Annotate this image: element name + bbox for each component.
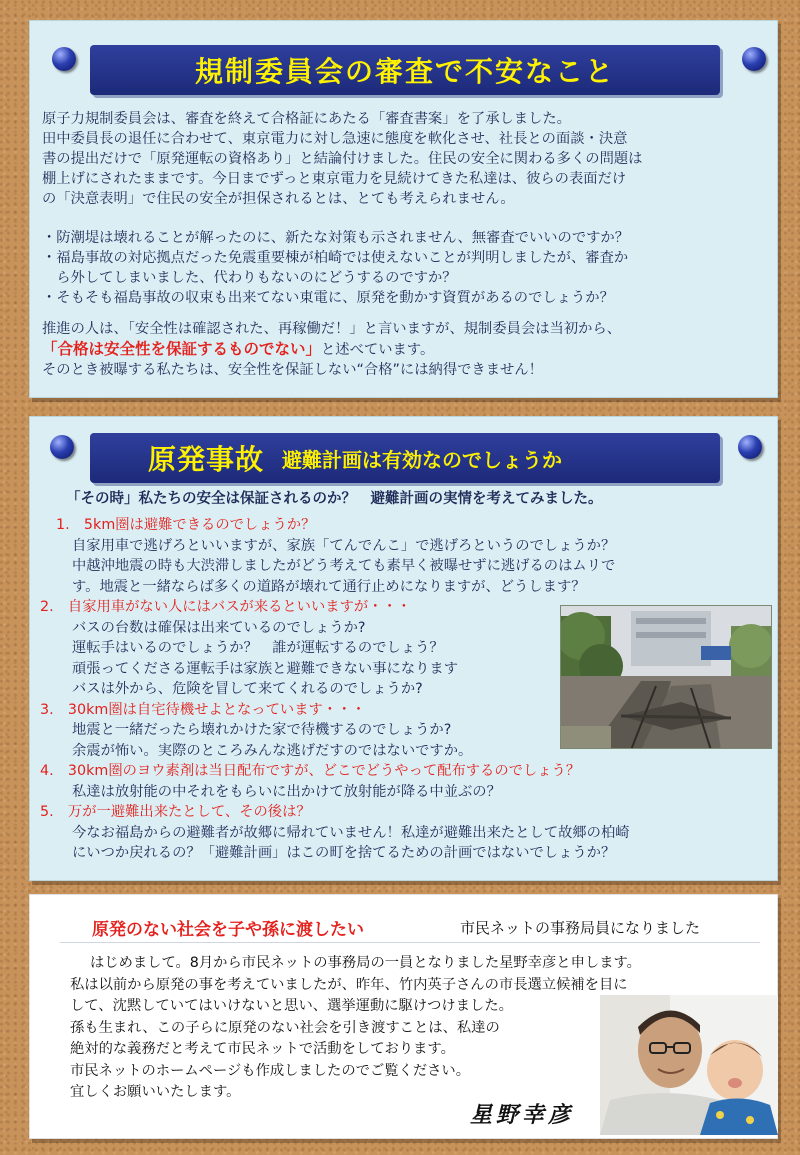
- bullet-line: ・防潮堤は壊れることが解ったのに、新たな対策も示されません、無審査でいいのですか？: [42, 230, 630, 246]
- item-heading: 3. 30km圏は自宅待機せよとなっています・・・: [40, 701, 366, 718]
- pin-icon: [738, 435, 762, 459]
- item-line: 自家用車で逃げろといいますが、家族「てんでんこ」で逃げろというのでしょうか？: [72, 537, 616, 554]
- closing-line: [42, 339, 621, 360]
- highlight-quote: 「合格は安全性を保証するものでない」: [42, 340, 322, 358]
- item-line: 中越沖地震の時も大渋滞しましたがどう考えても素早く被曝せずに逃げるのはムリで: [72, 558, 616, 574]
- section-title-banner: [90, 45, 720, 95]
- damaged-road-photo: [560, 605, 772, 749]
- body-line: 孫も生まれ、この子らに原発のない社会を引き渡すことは、私達の: [70, 1019, 500, 1036]
- item-heading: 1. 5km圏は避難できるのでしょうか？: [56, 517, 316, 533]
- person-with-baby-photo: [600, 995, 778, 1135]
- item-heading: 5. 万が一避難出来たとして、その後は？: [40, 804, 311, 820]
- item-line: 今なお福島からの避難者が故郷に帰れていません！私達が避難出来たとして故郷の柏崎: [72, 824, 630, 841]
- item-line: 地震と一緒だったら壊れかけた家で待機するのでしょうか?: [72, 722, 452, 738]
- section-title: 規制委員会の審査で不安なこと: [194, 55, 615, 88]
- body-line: して、沈黙していてはいけないと思い、選挙運動に駆けつけました。: [70, 998, 513, 1014]
- item-line: 余震が怖い。実際のところみんな逃げだすのではないですか。: [72, 742, 473, 759]
- closing-line-rest: と述べています。: [321, 342, 435, 358]
- item-line: 私達は放射能の中それをもらいに出かけて放射能が降る中並ぶの？: [72, 783, 501, 800]
- section-title-banner: [90, 433, 720, 483]
- item-line: 運転手はいるのでしょうか？ 誰が運転するのでしょう？: [72, 640, 444, 656]
- introduction-subtitle: 市民ネットの事務局員になりました: [460, 919, 701, 937]
- item-heading: 2. 自家用車がない人にはバスが来るといいますが・・・: [40, 599, 412, 615]
- body-line: 田中委員長の退任に合わせて、東京電力に対し急速に態度を軟化させ、社長との面談・決意: [42, 131, 628, 147]
- bullet-line: ・福島事故の対応拠点だった免震重要棟が柏崎では使えないことが判明しましたが、審査か: [42, 250, 629, 266]
- pin-icon: [742, 47, 766, 71]
- evacuation-question-list: [40, 515, 630, 864]
- section-title: 原発事故: [148, 443, 265, 476]
- item-line: にいつか戻れるの？「避難計画」はこの町を捨てるための計画ではないでしょうか？: [72, 845, 616, 861]
- body-line: 私は以前から原発の事を考えていましたが、昨年、竹内英子さんの市長選立候補を目に: [70, 976, 628, 993]
- regulation-committee-panel: [29, 20, 778, 398]
- introduction-body: [70, 953, 641, 1104]
- evacuation-plan-panel: [29, 416, 778, 881]
- staff-introduction-panel: [29, 894, 778, 1139]
- section-lead: 「その時」私たちの安全は保証されるのか？ 避難計画の実情を考えてみました。: [66, 491, 603, 507]
- body-line: 市民ネットのホームページも作成しましたのでご覧ください。: [70, 1062, 471, 1079]
- bullet-line: ・そもそも福島事故の収束も出来てない東電に、原発を動かす資質があるのでしょうか？: [42, 290, 614, 306]
- body-line: 棚上げにされたままです。今日までずっと東京電力を見続けてきた私達は、彼らの表面だけ: [42, 171, 627, 187]
- body-line: 原子力規制委員会は、審査を終えて合格証にあたる「審査書案」を了承しました。: [42, 111, 571, 127]
- pin-icon: [52, 47, 76, 71]
- closing-paragraph: [42, 319, 621, 380]
- introduction-title: 原発のない社会を子や孫に渡したい: [92, 920, 364, 940]
- closing-line: 推進の人は、「安全性は確認された、再稼働だ！」と言いますが、規制委員会は当初から、: [42, 321, 622, 337]
- item-line: バスは外から、危険を冒して来てくれるのでしょうか?: [72, 681, 423, 697]
- section-subtitle: 避難計画は有効なのでしょうか: [282, 447, 563, 472]
- item-line: 頑張ってくださる運転手は家族と避難できない事になります: [72, 660, 459, 677]
- body-line: はじめまして。8月から市民ネットの事務局の一員となりました星野幸彦と申します。: [90, 955, 641, 971]
- closing-line: そのとき被曝する私たちは、安全性を保証しない“合格”には納得できません！: [42, 362, 543, 378]
- bullet-line: ら外してしまいました、代わりもないのにどうするのですか？: [42, 270, 457, 286]
- signature: 星野幸彦: [470, 1102, 575, 1128]
- pin-icon: [50, 435, 74, 459]
- body-line: 絶対的な義務だと考えて市民ネットで活動をしております。: [70, 1041, 455, 1057]
- section-body: [42, 109, 642, 209]
- item-line: バスの台数は確保は出来ているのでしょうか?: [72, 619, 366, 636]
- body-line: 書の提出だけで「原発運転の資格あり」と結論付けました。住民の安全に関わる多くの問題は: [42, 151, 643, 167]
- item-line: す。地震と一緒ならば多くの道路が壊れて通行止めになりますが、どうします？: [72, 578, 586, 595]
- body-line: 宜しくお願いいたします。: [70, 1084, 241, 1100]
- divider: [60, 942, 760, 943]
- body-line: の「決意表明」で住民の安全が担保されるとは、とても考えられません。: [42, 191, 515, 207]
- concern-bullet-list: [42, 228, 629, 308]
- item-heading: 4. 30km圏のヨウ素剤は当日配布ですが、どこでどうやって配布するのでしょう？: [40, 763, 581, 779]
